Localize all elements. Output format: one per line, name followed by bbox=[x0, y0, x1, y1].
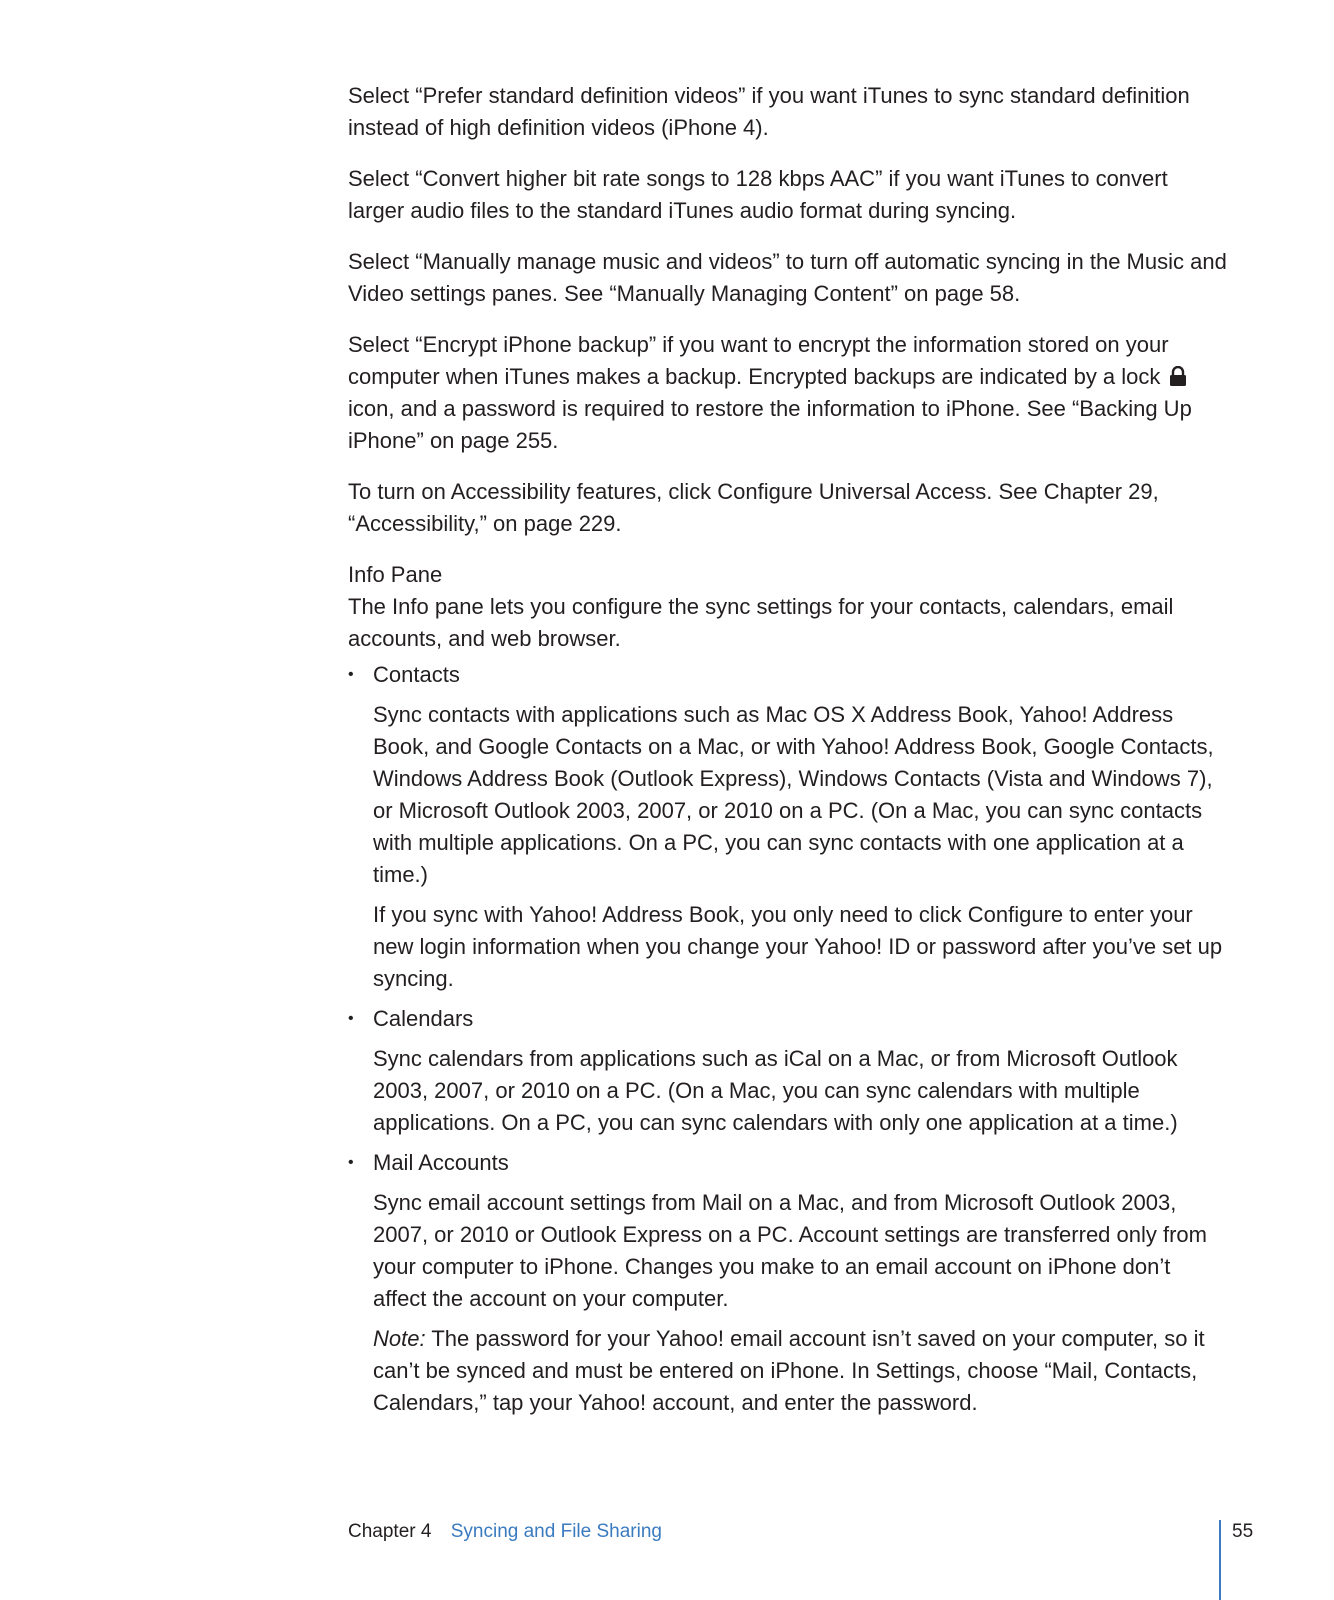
info-pane-heading: Info Pane bbox=[348, 562, 443, 587]
encrypt-text-after: icon, and a password is required to restore the information to iPhone. See “Backing Up iPhone” on page 255. bbox=[348, 396, 1192, 453]
note bbox=[348, 1323, 1228, 1419]
info-pane-list bbox=[348, 659, 1228, 1419]
item-title: Contacts bbox=[373, 662, 460, 687]
item-title: Calendars bbox=[373, 1006, 474, 1031]
paragraph-manual-manage: Select “Manually manage music and videos” to turn off automatic syncing in the Music and Video settings panes. See “Manually Managing Content” on page 58. bbox=[348, 249, 1227, 306]
footer-divider bbox=[1219, 1520, 1221, 1600]
list-item-mail-accounts bbox=[348, 1147, 1228, 1419]
page-number: 55 bbox=[1232, 1521, 1254, 1542]
page-body bbox=[348, 80, 1228, 1427]
item-body: Sync calendars from applications such as iCal on a Mac, or from Microsoft Outlook 2003, 2007, or 2010 on a PC. (On a Mac, you can sync calendars with multiple applications. On a PC, you can sync calendars with only one application at a time.) bbox=[373, 1046, 1178, 1135]
note-text: The password for your Yahoo! email account isn’t saved on your computer, so it can’t be synced and must be entered on iPhone. In Settings, choose “Mail, Contacts, Calendars,” tap your Yahoo! account, and enter the password. bbox=[373, 1326, 1205, 1415]
bullet-icon: • bbox=[348, 1010, 354, 1027]
paragraph-standard-definition: Select “Prefer standard definition videos” if you want iTunes to sync standard definition instead of high definition videos (iPhone 4). bbox=[348, 83, 1190, 140]
list-item-contacts bbox=[348, 659, 1228, 995]
item-title: Mail Accounts bbox=[373, 1150, 509, 1175]
note-label: Note: bbox=[373, 1326, 426, 1351]
item-body: Sync contacts with applications such as Mac OS X Address Book, Yahoo! Address Book, and Google Contacts on a Mac, or with Yahoo! Address Book, Google Contacts, Windows Address Book (Outlook Express), Windows Contacts (Vista and Windows 7), or Microsoft Outlook 2003, 2007, or 2010 on a PC. (On a Mac, you can sync contacts with multiple applications. On a PC, you can sync contacts with one application at a time.) bbox=[373, 702, 1214, 887]
bullet-icon: • bbox=[348, 1154, 354, 1171]
page-footer bbox=[348, 1520, 662, 1544]
encrypt-text-before: Select “Encrypt iPhone backup” if you want to encrypt the information stored on your computer when iTunes makes a backup. Encrypted backups are indicated by a lock bbox=[348, 332, 1169, 389]
lock-icon bbox=[1169, 363, 1187, 383]
item-body: Sync email account settings from Mail on a Mac, and from Microsoft Outlook 2003, 2007, or 2010 or Outlook Express on a PC. Account settings are transferred only from your computer to iPhone. Changes you make to an email account on iPhone don’t affect the account on your computer. bbox=[373, 1190, 1207, 1311]
info-pane-intro: The Info pane lets you configure the sync settings for your contacts, calendars, email accounts, and web browser. bbox=[348, 594, 1174, 651]
bullet-icon: • bbox=[348, 666, 354, 683]
paragraph-convert-bitrate: Select “Convert higher bit rate songs to 128 kbps AAC” if you want iTunes to convert larger audio files to the standard iTunes audio format during syncing. bbox=[348, 166, 1168, 223]
paragraph-encrypt-backup bbox=[348, 329, 1228, 457]
footer-chapter-title: Syncing and File Sharing bbox=[450, 1521, 662, 1542]
list-item-calendars bbox=[348, 1003, 1228, 1139]
paragraph-accessibility: To turn on Accessibility features, click Configure Universal Access. See Chapter 29, “Accessibility,” on page 229. bbox=[348, 479, 1159, 536]
item-body-secondary: If you sync with Yahoo! Address Book, you only need to click Configure to enter your new login information when you change your Yahoo! ID or password after you’ve set up syncing. bbox=[373, 902, 1223, 991]
footer-chapter: Chapter 4 bbox=[348, 1521, 432, 1542]
